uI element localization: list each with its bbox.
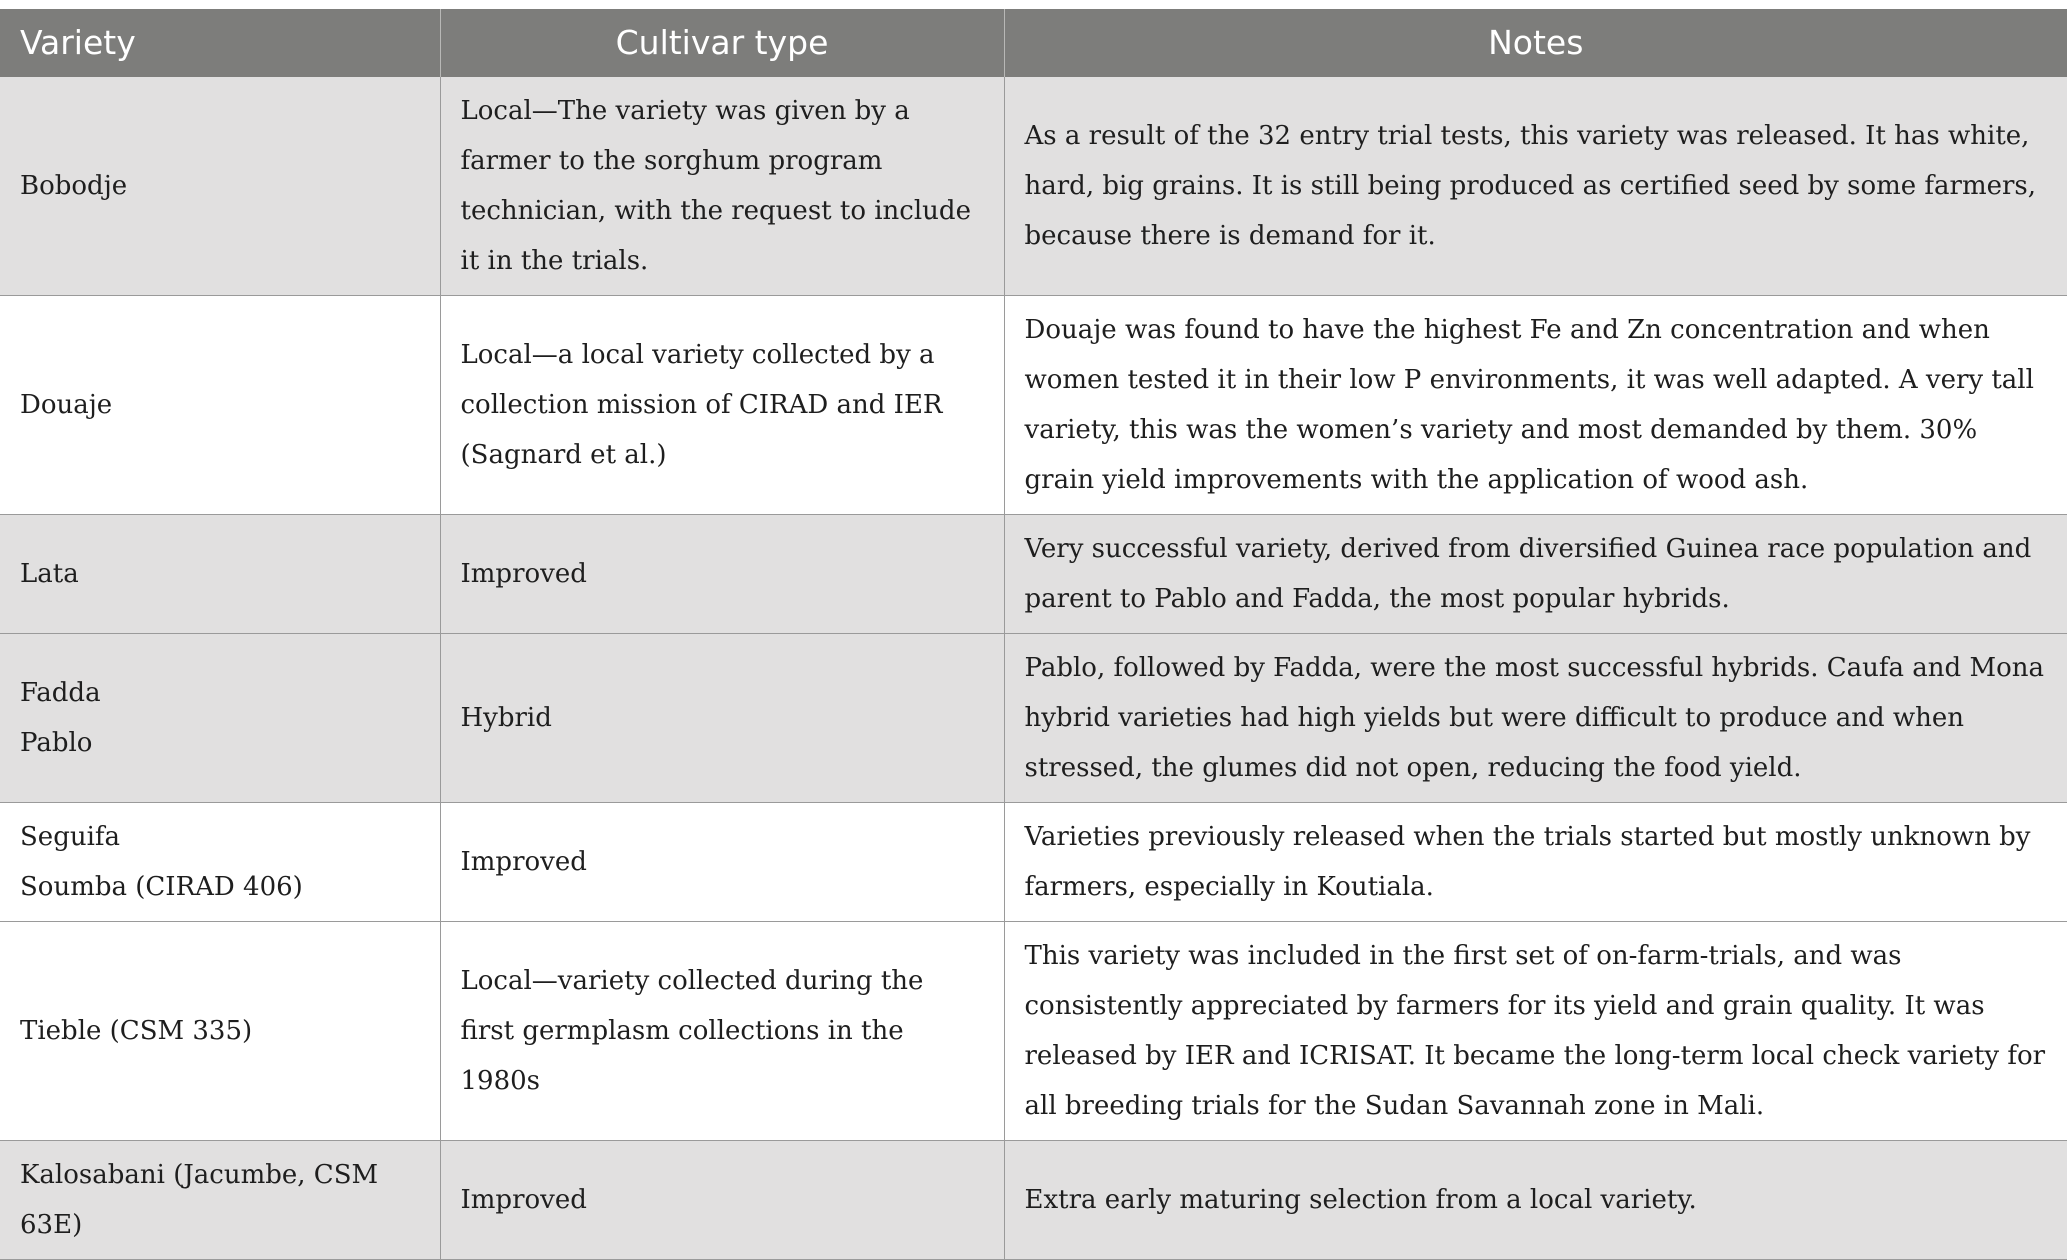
table-body xyxy=(0,77,2067,1260)
table-row xyxy=(0,77,2067,296)
header-row xyxy=(0,9,2067,77)
variety-name: Fadda xyxy=(20,678,101,708)
variety-name: Pablo xyxy=(20,728,93,758)
variety-name: Douaje xyxy=(20,390,113,420)
varieties-table-container xyxy=(0,9,2067,1260)
cultivar-type-cell: Improved xyxy=(440,515,1004,634)
notes-cell: As a result of the 32 entry trial tests, this variety was released. It has white, hard, big grains. It is still being produced as certified seed by some farmers, because there is demand for it. xyxy=(1004,77,2067,296)
table-row xyxy=(0,1141,2067,1260)
cultivar-type-cell: Local—The variety was given by a farmer to the sorghum program technician, with the request to include it in the trials. xyxy=(440,77,1004,296)
table-row xyxy=(0,296,2067,515)
cultivar-type-cell: Hybrid xyxy=(440,634,1004,803)
variety-cell xyxy=(0,922,440,1141)
variety-name: Lata xyxy=(20,559,79,589)
variety-cell xyxy=(0,634,440,803)
cultivar-type-cell: Local—variety collected during the first germplasm collections in the 1980s xyxy=(440,922,1004,1141)
variety-name: Kalosabani (Jacumbe, CSM 63E) xyxy=(20,1160,379,1240)
varieties-table xyxy=(0,9,2067,1260)
variety-cell xyxy=(0,515,440,634)
table-row xyxy=(0,634,2067,803)
variety-name: Bobodje xyxy=(20,171,128,201)
cultivar-type-cell: Local—a local variety collected by a collection mission of CIRAD and IER (Sagnard et al.) xyxy=(440,296,1004,515)
notes-cell: Extra early maturing selection from a local variety. xyxy=(1004,1141,2067,1260)
variety-name: Seguifa xyxy=(20,822,121,852)
table-row xyxy=(0,515,2067,634)
variety-cell xyxy=(0,803,440,922)
notes-cell: Pablo, followed by Fadda, were the most successful hybrids. Caufa and Mona hybrid varieties had high yields but were difficult to produce and when stressed, the glumes did not open, reducing the food yield. xyxy=(1004,634,2067,803)
notes-cell: Douaje was found to have the highest Fe and Zn concentration and when women tested it in their low P environments, it was well adapted. A very tall variety, this was the women’s variety and most demanded by them. 30% grain yield improvements with the application of wood ash. xyxy=(1004,296,2067,515)
header-variety: Variety xyxy=(0,9,440,77)
notes-cell: Varieties previously released when the trials started but mostly unknown by farmers, especially in Koutiala. xyxy=(1004,803,2067,922)
variety-cell xyxy=(0,77,440,296)
table-row xyxy=(0,803,2067,922)
variety-name: Soumba (CIRAD 406) xyxy=(20,872,303,902)
cultivar-type-cell: Improved xyxy=(440,1141,1004,1260)
header-cultivar-type: Cultivar type xyxy=(440,9,1004,77)
notes-cell: This variety was included in the first set of on-farm-trials, and was consistently appreciated by farmers for its yield and grain quality. It was released by IER and ICRISAT. It became the long-term local check variety for all breeding trials for the Sudan Savannah zone in Mali. xyxy=(1004,922,2067,1141)
table-header xyxy=(0,9,2067,77)
header-notes: Notes xyxy=(1004,9,2067,77)
notes-cell: Very successful variety, derived from diversified Guinea race population and parent to Pablo and Fadda, the most popular hybrids. xyxy=(1004,515,2067,634)
cultivar-type-cell: Improved xyxy=(440,803,1004,922)
variety-name: Tieble (CSM 335) xyxy=(20,1016,253,1046)
variety-cell xyxy=(0,1141,440,1260)
table-row xyxy=(0,922,2067,1141)
variety-cell xyxy=(0,296,440,515)
